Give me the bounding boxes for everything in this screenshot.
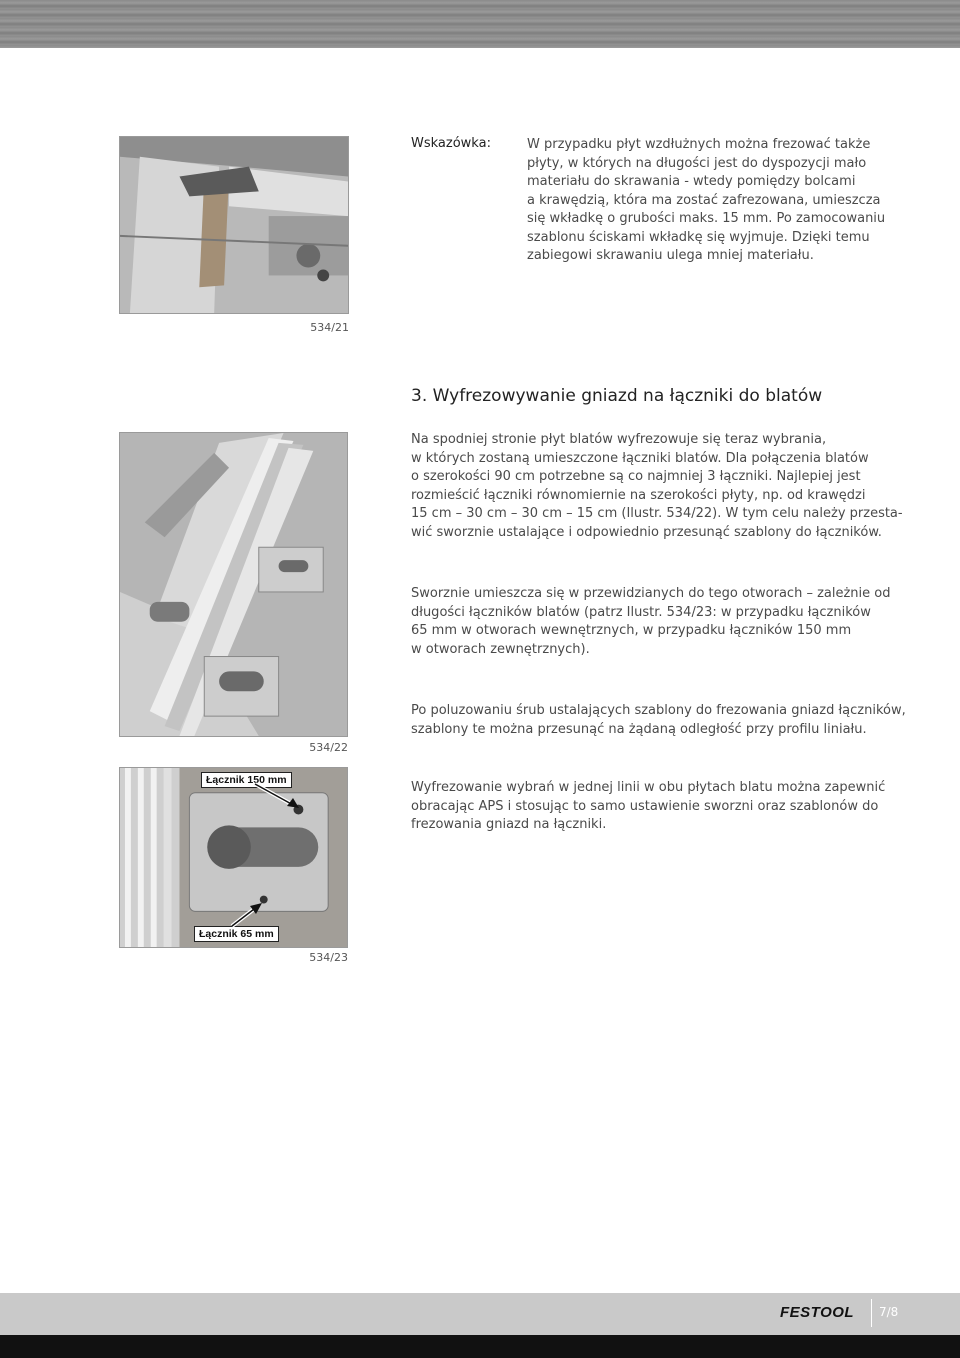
paragraph-2: [411, 585, 946, 659]
photo-534-21: [119, 136, 349, 314]
callout-connector-65: Łącznik 65 mm: [194, 926, 279, 942]
paragraph-line: 15 cm – 30 cm – 30 cm – 15 cm (Ilustr. 534/22). W tym celu należy przesta-: [411, 506, 903, 521]
note-line: a krawędzią, która ma zostać zafrezowana, umieszcza: [527, 192, 881, 208]
paragraph-4: [411, 779, 946, 835]
footer-bottom-strip: [0, 1335, 960, 1358]
paragraph-line: frezowania gniazd na łączniki.: [411, 817, 607, 832]
festool-logo: FESTOOL: [780, 1304, 855, 1321]
paragraph-line: Wyfrezowanie wybrań w jednej linii w obu płytach blatu można zapewnić: [411, 780, 886, 795]
note-line: się wkładkę o grubości maks. 15 mm. Po zamocowaniu: [527, 211, 886, 226]
arrow-icon: [228, 902, 268, 932]
paragraph-1: [411, 431, 946, 542]
paragraph-line: Na spodniej stronie płyt blatów wyfrezowuje się teraz wybrania,: [411, 432, 827, 447]
figure-caption-534-23: 534/23: [309, 951, 348, 964]
note-label: Wskazówka:: [411, 136, 491, 151]
paragraph-line: 65 mm w otworach wewnętrznych, w przypadku łączników 150 mm: [411, 623, 852, 638]
paragraph-line: wić sworznie ustalające i odpowiednio przesunąć szablony do łączników.: [411, 524, 882, 540]
paragraph-line: o szerokości 90 cm potrzebne są co najmniej 3 łączniki. Najlepiej jest: [411, 469, 861, 484]
note-text: [527, 136, 947, 266]
note-line: szablonu ściskami wkładkę się wyjmuje. Dzięki temu: [527, 229, 870, 245]
section-heading: 3. Wyfrezowywanie gniazd na łączniki do blatów: [411, 386, 823, 406]
paragraph-3: [411, 702, 951, 739]
page-number: 7/8: [879, 1305, 899, 1319]
note-line: zabiegowi skrawaniu ulega mniej materiału.: [527, 248, 814, 263]
footer-divider: [871, 1299, 872, 1327]
callout-connector-150: Łącznik 150 mm: [201, 772, 292, 788]
paragraph-line: Sworznie umieszcza się w przewidzianych do tego otworach – zależnie od: [411, 586, 891, 601]
top-decorative-band: [0, 0, 960, 48]
note-line: W przypadku płyt wzdłużnych można frezować także: [527, 137, 871, 152]
photo-534-22: [119, 432, 348, 737]
arrow-icon: [255, 784, 305, 814]
paragraph-line: długości łączników blatów (patrz Ilustr. 534/23: w przypadku łączników: [411, 604, 871, 620]
paragraph-line: w których zostaną umieszczone łączniki blatów. Dla połączenia blatów: [411, 450, 869, 466]
paragraph-line: obracając APS i stosując to samo ustawienie sworzni oraz szablonów do: [411, 798, 879, 814]
note-line: płyty, w których na długości jest do dyspozycji mało: [527, 155, 867, 171]
note-line: materiału do skrawania - wtedy pomiędzy bolcami: [527, 174, 856, 189]
paragraph-line: rozmieścić łączniki równomiernie na szerokości płyty, np. od krawędzi: [411, 487, 866, 503]
paragraph-line: w otworach zewnętrznych).: [411, 641, 590, 657]
figure-caption-534-22: 534/22: [309, 741, 348, 754]
figure-caption-534-21: 534/21: [310, 321, 349, 334]
paragraph-line: Po poluzowaniu śrub ustalających szablony do frezowania gniazd łączników,: [411, 703, 906, 718]
paragraph-line: szablony te można przesunąć na żądaną odległość przy profilu liniału.: [411, 721, 867, 737]
